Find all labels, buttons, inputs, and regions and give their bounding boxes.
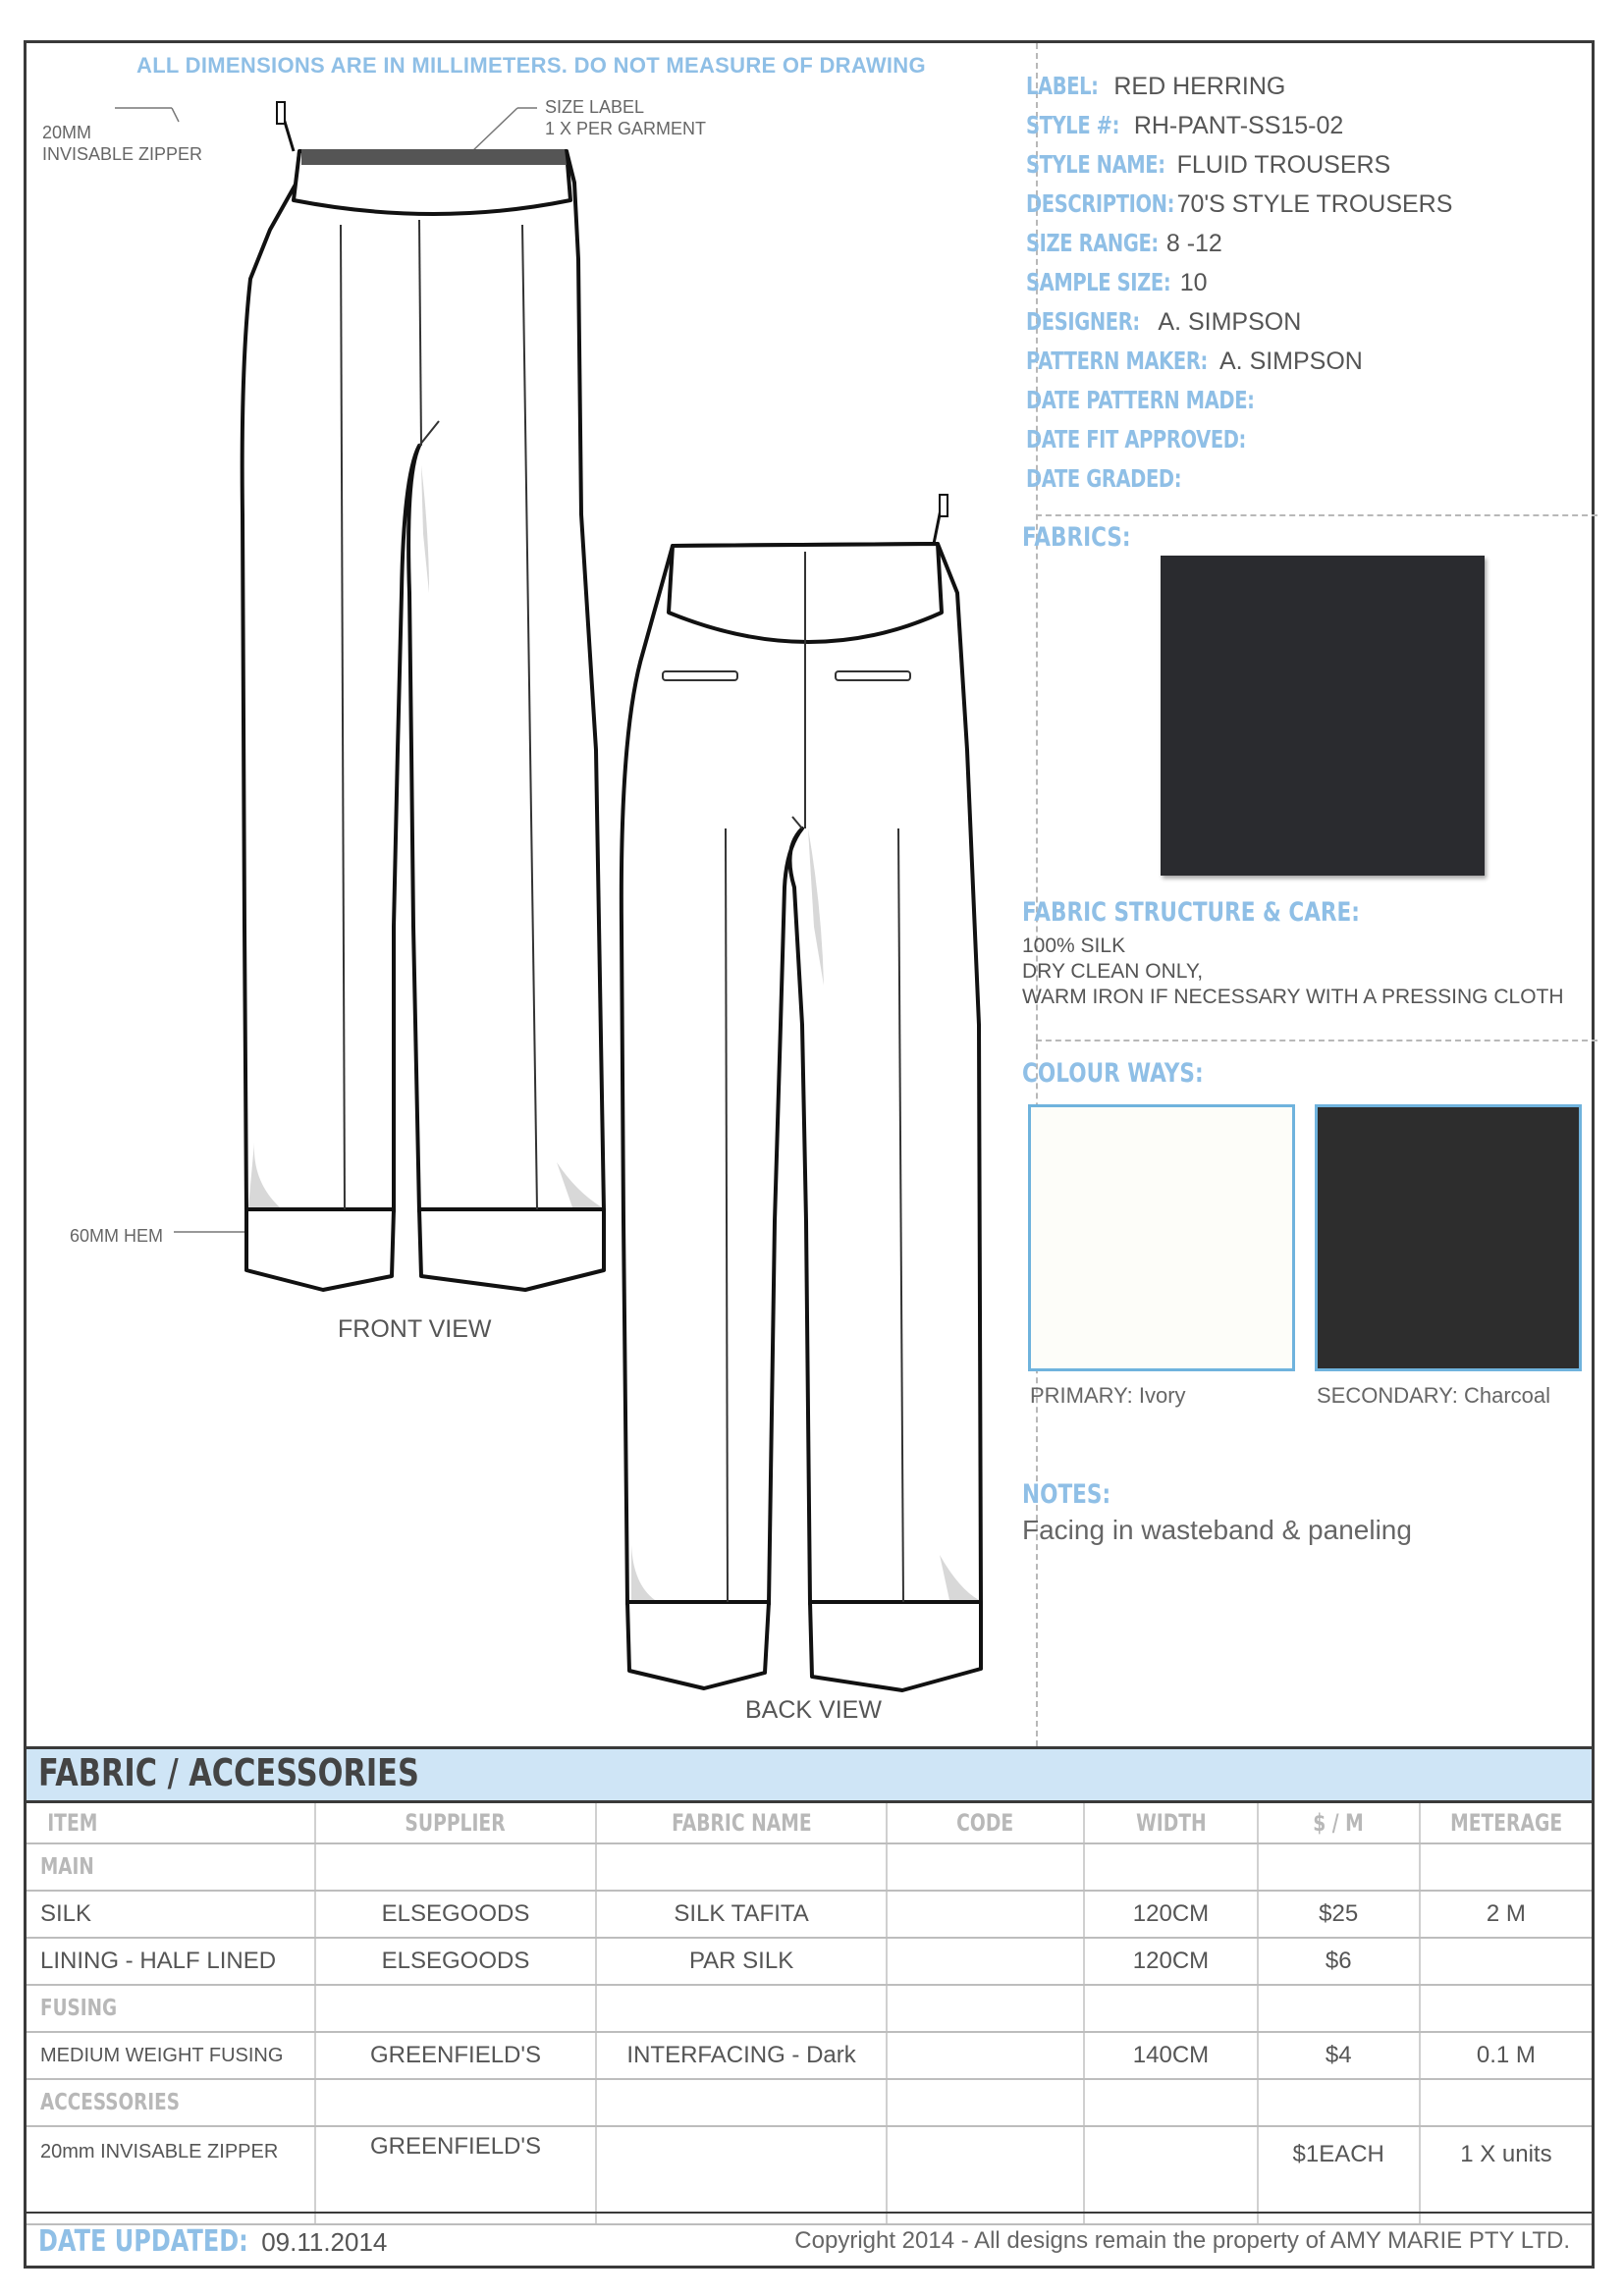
back-view-label: BACK VIEW <box>745 1696 882 1724</box>
cell-meterage: 2 M <box>1420 1891 1592 1938</box>
fabrics-title: FABRICS: <box>1022 522 1131 553</box>
fabric-accessories-title: FABRIC / ACCESSORIES <box>38 1751 419 1794</box>
front-view-drawing <box>243 149 604 1290</box>
cell-fabric-name <box>596 2126 887 2224</box>
copyright-notice: Copyright 2014 - All designs remain the property of AMY MARIE PTY LTD. <box>794 2227 1570 2254</box>
table-row <box>27 1938 1592 1985</box>
column-header: $ / M <box>1258 1803 1420 1843</box>
section-divider <box>1036 514 1597 516</box>
info-row: DESIGNER: A. SIMPSON <box>1026 307 1302 336</box>
info-row: DATE GRADED: <box>1026 464 1182 493</box>
cell-fabric-name: INTERFACING - Dark <box>596 2032 887 2079</box>
info-row: LABEL: RED HERRING <box>1026 72 1286 100</box>
back-view-drawing <box>622 544 981 1690</box>
info-row: PATTERN MAKER: A. SIMPSON <box>1026 347 1363 375</box>
column-header: SUPPLIER <box>315 1803 596 1843</box>
column-header: ITEM <box>27 1803 315 1843</box>
info-row: SIZE RANGE: 8 -12 <box>1026 229 1222 257</box>
cell-fabric-name: SILK TAFITA <box>596 1891 887 1938</box>
column-header: METERAGE <box>1420 1803 1592 1843</box>
category-label: MAIN <box>27 1843 315 1891</box>
cell-meterage: 0.1 M <box>1420 2032 1592 2079</box>
section-divider <box>1036 1040 1597 1041</box>
info-row: DESCRIPTION: 70'S STYLE TROUSERS <box>1026 189 1453 218</box>
cell-fabric-name: PAR SILK <box>596 1938 887 1985</box>
cell-width: 140CM <box>1084 2032 1257 2079</box>
fabric-swatch <box>1161 556 1485 876</box>
cell-code <box>887 1891 1084 1938</box>
info-row: SAMPLE SIZE: 10 <box>1026 268 1208 296</box>
style-info <box>1026 66 1586 498</box>
cell-item: 20mm INVISABLE ZIPPER <box>27 2126 315 2224</box>
info-row: STYLE #: RH-PANT-SS15-02 <box>1026 111 1344 139</box>
cell-width: 120CM <box>1084 1891 1257 1938</box>
cell-price: $1EACH <box>1258 2126 1420 2224</box>
cell-code <box>887 2032 1084 2079</box>
info-row: DATE PATTERN MADE: <box>1026 386 1255 414</box>
table-row <box>27 2126 1592 2224</box>
cell-price: $6 <box>1258 1938 1420 1985</box>
cell-supplier: ELSEGOODS <box>315 1891 596 1938</box>
cell-price: $25 <box>1258 1891 1420 1938</box>
cell-width: 120CM <box>1084 1938 1257 1985</box>
footer-divider <box>27 2212 1592 2214</box>
column-header: WIDTH <box>1084 1803 1257 1843</box>
tech-pack-sheet <box>24 40 1595 2269</box>
info-row: STYLE NAME: FLUID TROUSERS <box>1026 150 1391 179</box>
cell-width <box>1084 2126 1257 2224</box>
cell-item: LINING - HALF LINED <box>27 1938 315 1985</box>
size-label-callout: SIZE LABEL 1 X PER GARMENT <box>545 97 707 138</box>
secondary-colour-label: SECONDARY: Charcoal <box>1317 1383 1551 1408</box>
table-header-row <box>27 1803 1592 1843</box>
cell-supplier: GREENFIELD'S <box>315 2032 596 2079</box>
category-label: FUSING <box>27 1985 315 2032</box>
cell-code <box>887 2126 1084 2224</box>
dimensions-note: ALL DIMENSIONS ARE IN MILLIMETERS. DO NOT MEASURE OF DRAWING <box>136 53 926 78</box>
category-row <box>27 1843 1592 1891</box>
cell-supplier: GREENFIELD'S <box>315 2126 596 2224</box>
primary-colour-label: PRIMARY: Ivory <box>1030 1383 1186 1408</box>
secondary-colour-swatch <box>1315 1104 1582 1371</box>
front-view-label: FRONT VIEW <box>338 1315 492 1343</box>
zipper-callout: 20MM INVISABLE ZIPPER <box>42 123 203 164</box>
primary-colour-swatch <box>1028 1104 1295 1371</box>
date-updated: DATE UPDATED: 09.11.2014 <box>38 2224 388 2259</box>
table-row <box>27 2032 1592 2079</box>
cell-meterage: 1 X units <box>1420 2126 1592 2224</box>
fabric-accessories-table <box>27 1803 1592 2225</box>
colourways-title: COLOUR WAYS: <box>1022 1058 1204 1089</box>
cell-code <box>887 1938 1084 1985</box>
category-row <box>27 1985 1592 2032</box>
cell-price: $4 <box>1258 2032 1420 2079</box>
care-text: 100% SILK DRY CLEAN ONLY, WARM IRON IF NECESSARY WITH A PRESSING CLOTH <box>1022 934 1564 1008</box>
cell-supplier: ELSEGOODS <box>315 1938 596 1985</box>
category-label: ACCESSORIES <box>27 2079 315 2126</box>
cell-item: MEDIUM WEIGHT FUSING <box>27 2032 315 2079</box>
cell-meterage <box>1420 1938 1592 1985</box>
column-header: CODE <box>887 1803 1084 1843</box>
hem-callout: 60MM HEM <box>70 1226 164 1246</box>
care-title: FABRIC STRUCTURE & CARE: <box>1022 897 1360 928</box>
table-row <box>27 1891 1592 1938</box>
notes-title: NOTES: <box>1022 1479 1111 1510</box>
trouser-flats-drawing <box>27 43 1036 1746</box>
info-row: DATE FIT APPROVED: <box>1026 425 1246 454</box>
column-header: FABRIC NAME <box>596 1803 887 1843</box>
cell-item: SILK <box>27 1891 315 1938</box>
notes-text: Facing in wasteband & paneling <box>1022 1515 1412 1545</box>
category-row <box>27 2079 1592 2126</box>
fabric-accessories-header <box>27 1746 1592 1803</box>
